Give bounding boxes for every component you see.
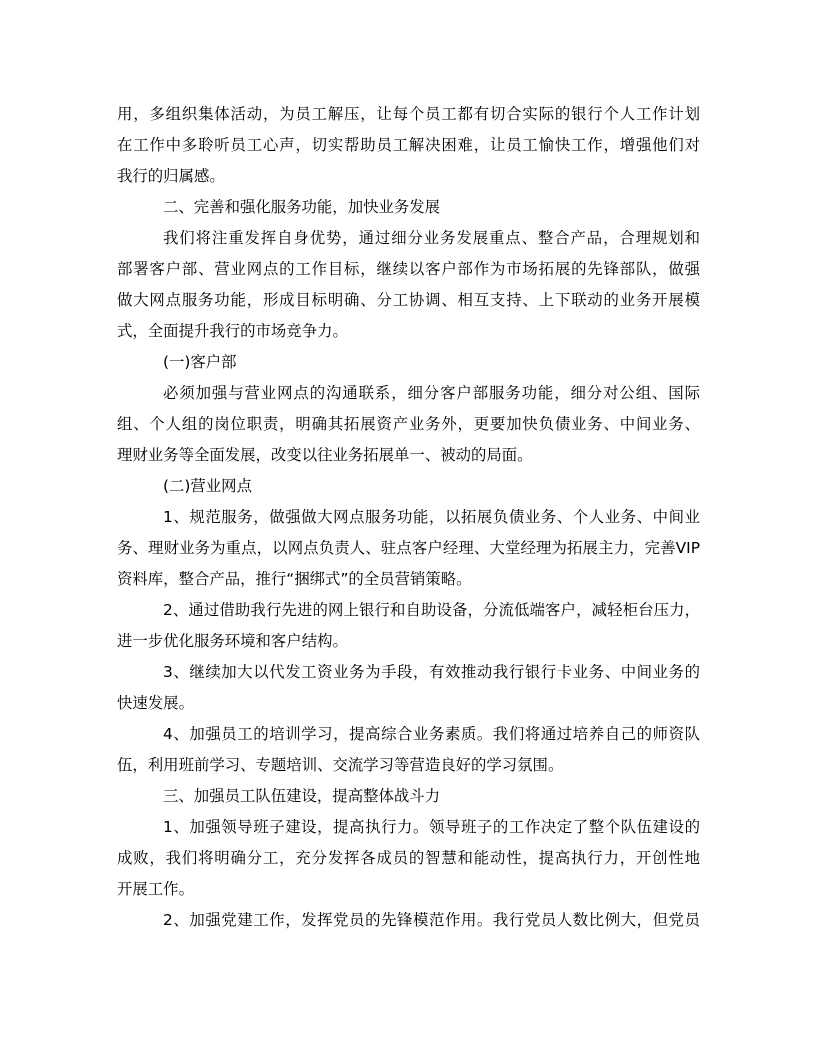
paragraph-line: 开展工作。 <box>117 880 194 898</box>
paragraph-line: 在工作中多聆听员工心声，切实帮助员工解决困难，让员工愉快工作，增强他们对 <box>117 136 700 154</box>
paragraph-line: 部署客户部、营业网点的工作目标，继续以客户部作为市场拓展的先锋部队，做强 <box>117 260 700 278</box>
paragraph-line: 进一步优化服务环境和客户结构。 <box>117 632 348 650</box>
subsection-heading: (二)营业网点 <box>163 477 252 495</box>
paragraph-line: 2、加强党建工作，发挥党员的先锋模范作用。我行党员人数比例大，但党员 <box>163 911 700 929</box>
paragraph-line: 快速发展。 <box>117 694 194 712</box>
paragraph-line: 用，多组织集体活动，为员工解压，让每个员工都有切合实际的银行个人工作计划 <box>117 105 700 123</box>
paragraph-line: 我们将注重发挥自身优势，通过细分业务发展重点、整合产品，合理规划和 <box>163 229 700 247</box>
paragraph-line: 做大网点服务功能，形成目标明确、分工协调、相互支持、上下联动的业务开展模 <box>117 291 700 309</box>
paragraph-line: 我行的归属感。 <box>117 167 225 185</box>
paragraph-line: 1、加强领导班子建设，提高执行力。领导班子的工作决定了整个队伍建设的 <box>163 818 700 836</box>
paragraph-line: 2、通过借助我行先进的网上银行和自助设备，分流低端客户，减轻柜台压力， <box>163 601 700 619</box>
section-heading: 三、加强员工队伍建设，提高整体战斗力 <box>163 787 441 805</box>
paragraph-line: 务、理财业务为重点，以网点负责人、驻点客户经理、大堂经理为拓展主力，完善VIP <box>117 539 700 557</box>
paragraph-line: 4、加强员工的培训学习，提高综合业务素质。我们将通过培养自己的师资队 <box>163 725 700 743</box>
paragraph-line: 资料库，整合产品，推行“捆绑式”的全员营销策略。 <box>117 570 472 588</box>
document-page <box>117 99 700 936</box>
paragraph-line: 成败，我们将明确分工，充分发挥各成员的智慧和能动性，提高执行力，开创性地 <box>117 849 700 867</box>
paragraph-line: 1、规范服务，做强做大网点服务功能，以拓展负债业务、个人业务、中间业 <box>163 508 700 526</box>
paragraph-line: 组、个人组的岗位职责，明确其拓展资产业务外，更要加快负债业务、中间业务、 <box>117 415 700 433</box>
paragraph-line: 式，全面提升我行的市场竞争力。 <box>117 322 348 340</box>
paragraph-line: 必须加强与营业网点的沟通联系，细分客户部服务功能，细分对公组、国际 <box>163 384 700 402</box>
paragraph-line: 伍，利用班前学习、专题培训、交流学习等营造良好的学习氛围。 <box>117 756 564 774</box>
subsection-heading: (一)客户部 <box>163 353 237 371</box>
paragraph-line: 3、继续加大以代发工资业务为手段，有效推动我行银行卡业务、中间业务的 <box>163 663 700 681</box>
paragraph-line: 理财业务等全面发展，改变以往业务拓展单一、被动的局面。 <box>117 446 533 464</box>
section-heading: 二、完善和强化服务功能，加快业务发展 <box>163 198 441 216</box>
